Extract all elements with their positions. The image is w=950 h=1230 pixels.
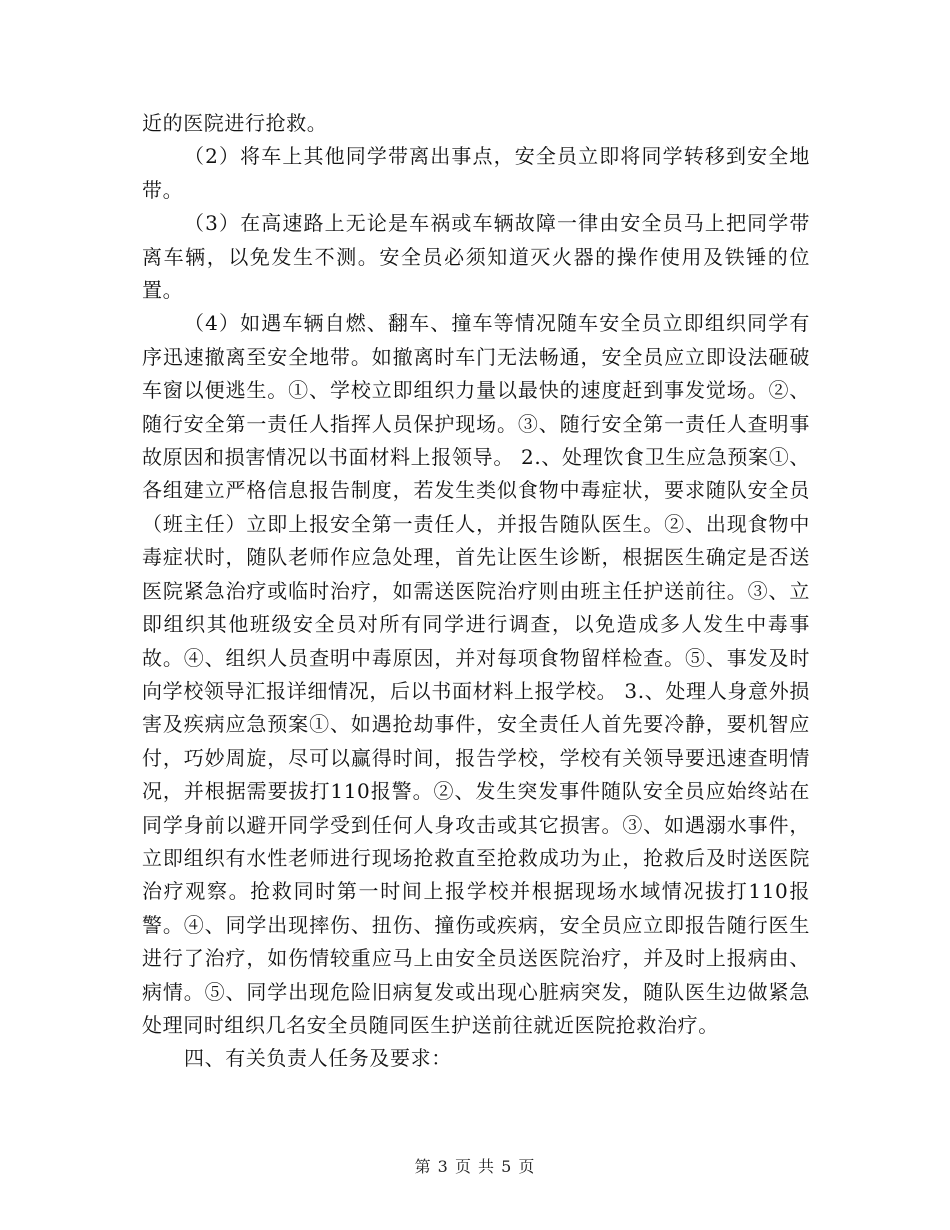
paragraph-item-2: （2）将车上其他同学带离出事点，安全员立即将同学转移到安全地带。: [142, 144, 810, 202]
paragraph-item-3: （3）在高速路上无论是车祸或车辆故障一律由安全员马上把同学带离车辆，以免发生不测。安全员必须知道灭火器的操作使用及铁锤的位置。: [142, 211, 810, 303]
paragraph-continuation: 近的医院进行抢救。: [142, 111, 328, 135]
section-heading-4: 四、有关负责人任务及要求：: [184, 1046, 452, 1071]
paragraph-item-4: （4）如遇车辆自燃、翻车、撞车等情况随车安全员立即组织同学有序迅速撤离至安全地带。如撤离时车门无法畅通，安全员应立即设法砸破车窗以便逃生。①、学校立即组织力量以最快的速度赶到事发觉场。②、随行安全第一责任人指挥人员保护现场。③、随行安全第一责任人查明事故原因和损害情况以书面材料上报领导。 2.、处理饮食卫生应急预案①、各组建立严格信息报告制度，若发生类似食物中毒症状，要求随队安全员（班主任）立即上报安全第一责任人，并报告随队医生。②、出现食物中毒症状时，随队老师作应急处理，首先让医生诊断，根据医生确定是否送医院紧急治疗或临时治疗，如需送医院治疗则由班主任护送前往。③、立即组织其他班级安全员对所有同学进行调查，以免造成多人发生中毒事故。④、组织人员查明中毒原因，并对每项食物留样检查。⑤、事发及时向学校领导汇报详细情况，后以书面材料上报学校。 3.、处理人身意外损害及疾病应急预案①、如遇抢劫事件，安全责任人首先要冷静，要机智应付，巧妙周旋，尽可以赢得时间，报告学校，学校有关领导要迅速查明情况，并根据需要拔打110报警。②、发生突发事件随队安全员应始终站在同学身前以避开同学受到任何人身攻击或其它损害。③、如遇溺水事件，立即组织有水性老师进行现场抢救直至抢救成功为止，抢救后及时送医院治疗观察。抢救同时第一时间上报学校并根据现场水域情况拔打110报警。④、同学出现摔伤、扭伤、撞伤或疾病，安全员应立即报告随行医生进行了治疗，如伤情较重应马上由安全员送医院治疗，并及时上报病由、病情。⑤、同学出现危险旧病复发或出现心脏病突发，随队医生边做紧急处理同时组织几名安全员随同医生护送前往就近医院抢救治疗。: [142, 311, 810, 1037]
document-body: [142, 107, 810, 1076]
page-number-footer: 第 3 页 共 5 页: [414, 1157, 536, 1176]
